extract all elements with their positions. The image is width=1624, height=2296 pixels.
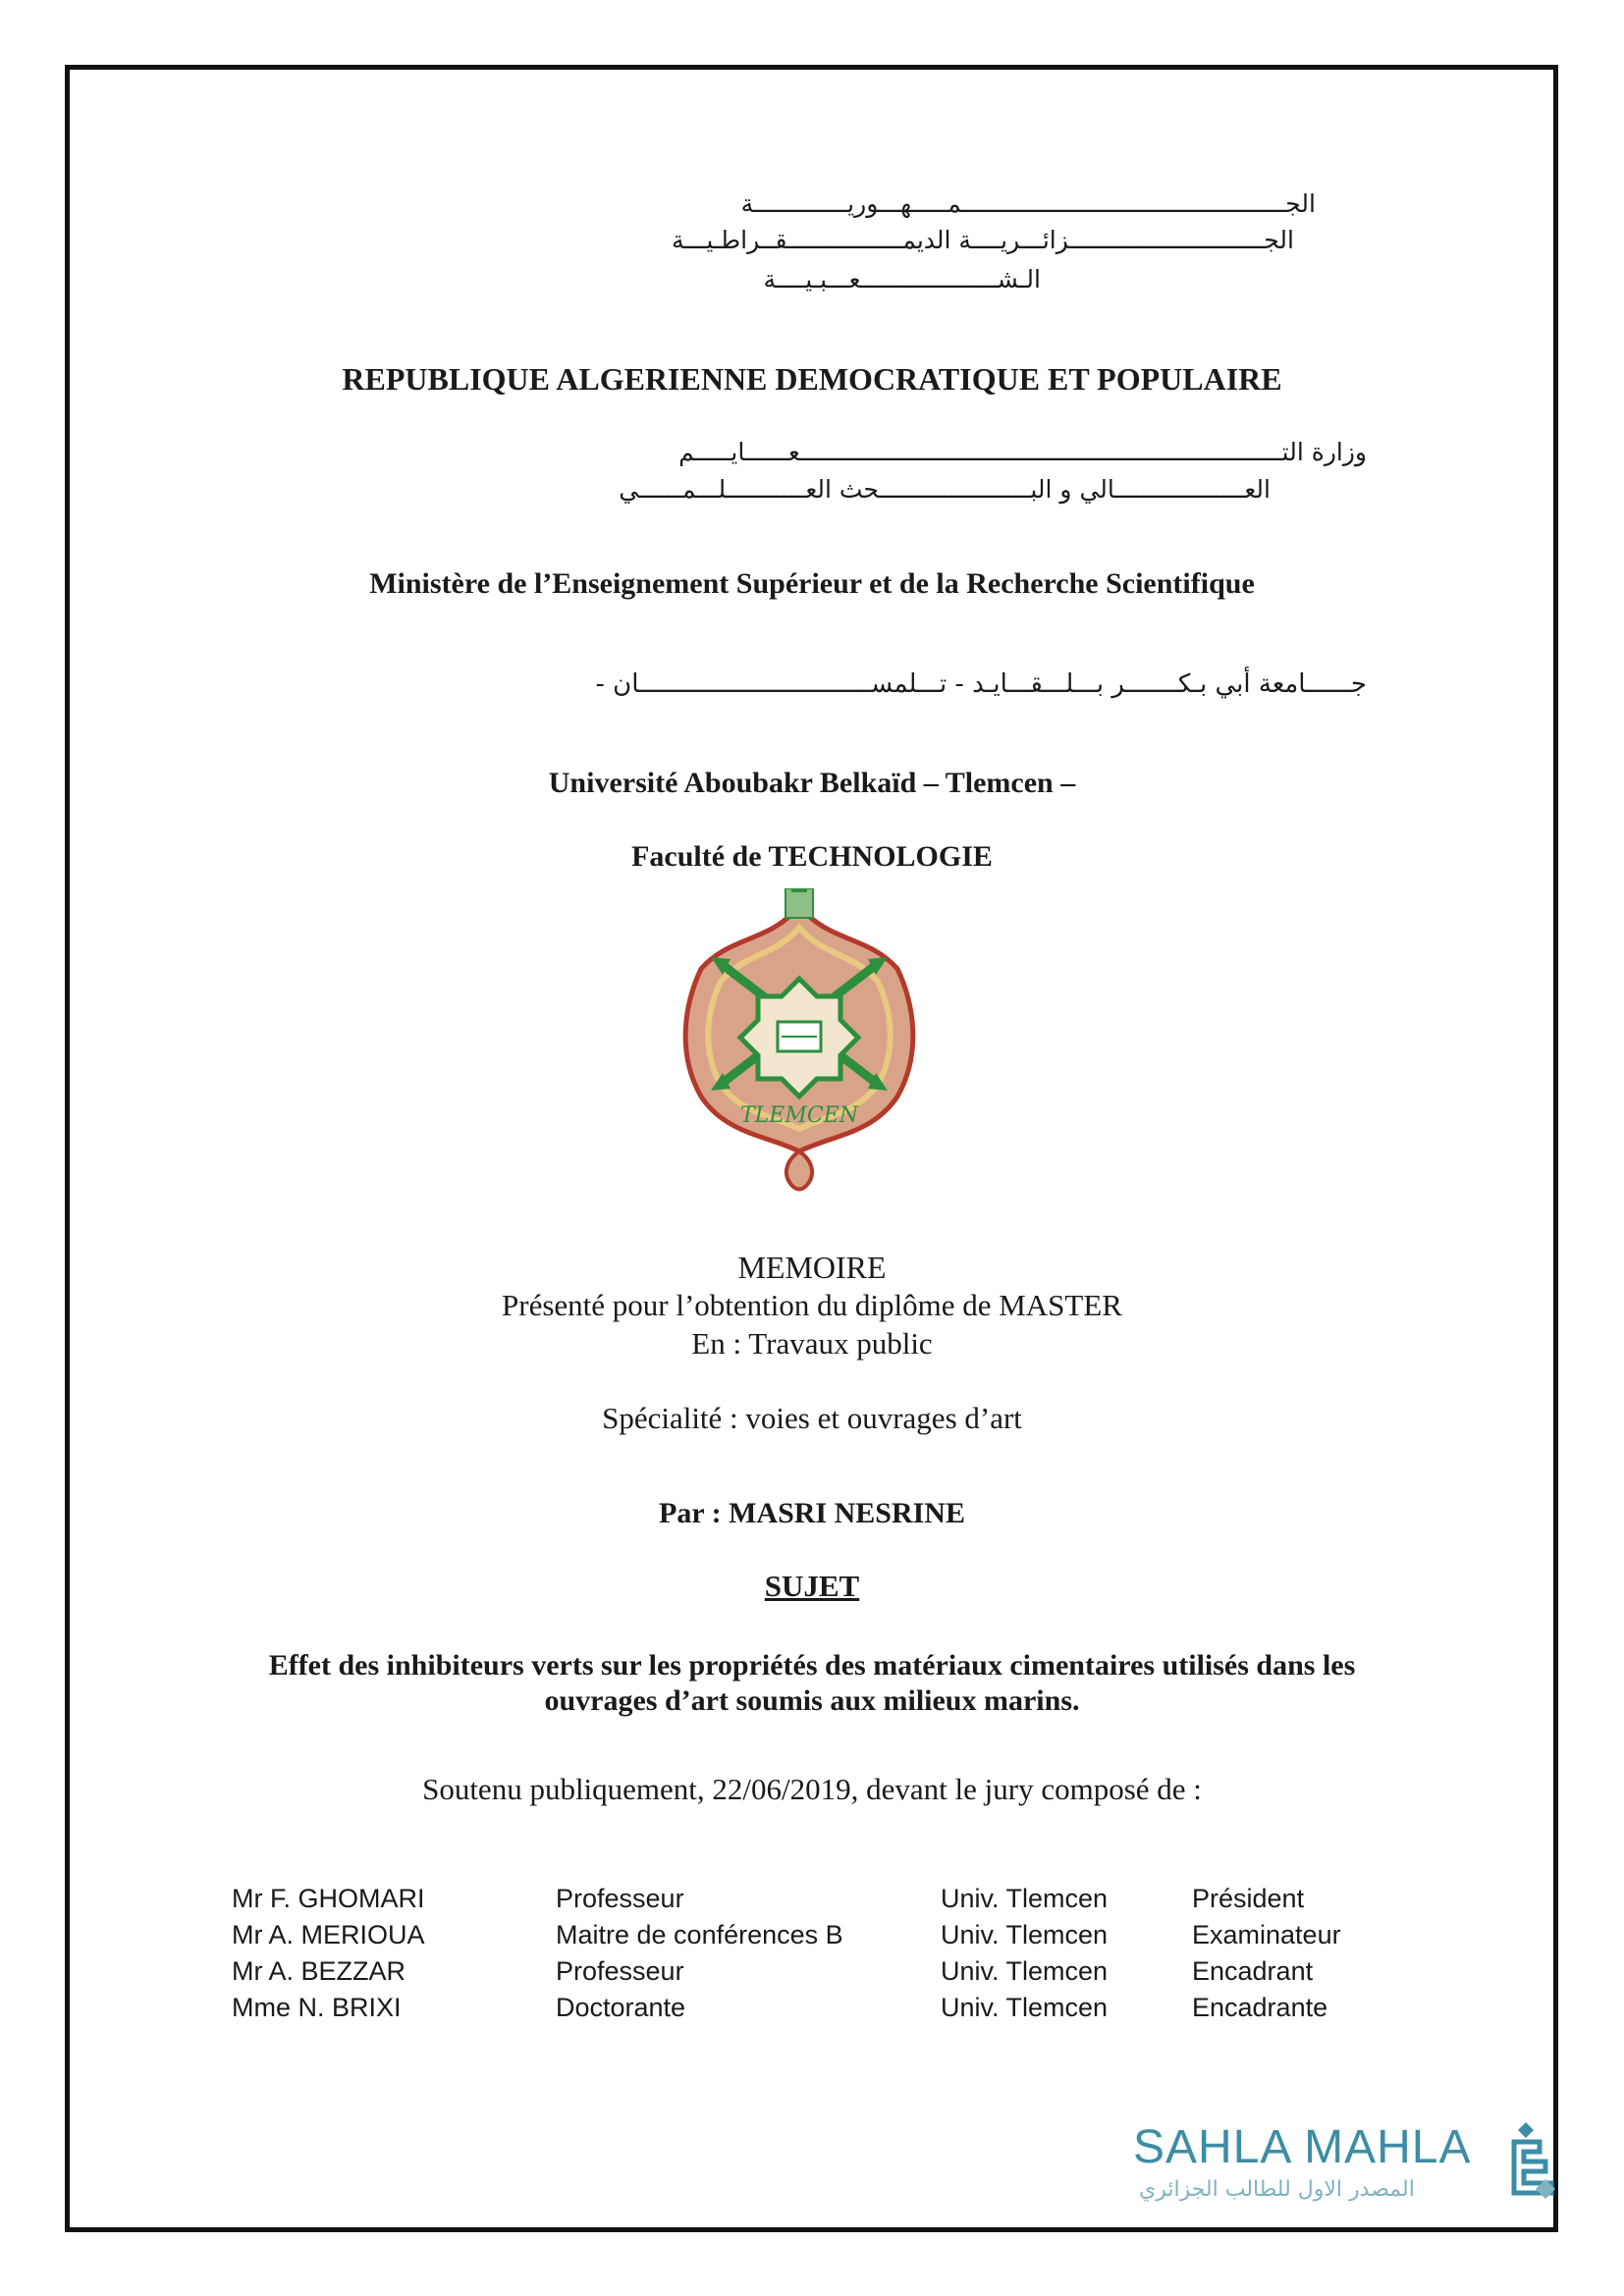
ar-republic-line-1: الجـــــــــــــــــــــــــــــــــــــــــــــمـــــهـــوريـــــــــــــة — [740, 189, 1316, 218]
jury-title: Professeur — [556, 1956, 684, 1986]
specialty: Spécialité : voies et ouvrages d’art — [602, 1401, 1022, 1435]
faculty-title: Faculté de TECHNOLOGIE — [631, 840, 993, 873]
table-row — [232, 1881, 1341, 1917]
presented-for: Présenté pour l’obtention du diplôme de MASTER — [502, 1288, 1122, 1322]
jury-name: Mme N. BRIXI — [232, 1993, 402, 2022]
ar-ministry-line-2: العــــــــــــــــــالي و البـــــــــــــــــــــحث العـــــــــــلـــمــــــي — [619, 475, 1271, 504]
field-of-study: En : Travaux public — [691, 1326, 933, 1361]
brand-logo-icon — [1496, 2118, 1565, 2213]
jury-title: Doctorante — [556, 1993, 686, 2022]
jury-title: Maitre de conférences B — [556, 1920, 843, 1949]
table-row — [232, 1917, 1341, 1953]
jury-role: Président — [1192, 1884, 1305, 1913]
table-row — [232, 1990, 1341, 2026]
jury-table — [232, 1881, 1341, 2026]
jury-role: Examinateur — [1192, 1920, 1341, 1949]
jury-name: Mr A. BEZZAR — [232, 1956, 406, 1986]
defense-statement: Soutenu publiquement, 22/06/2019, devant le jury composé de : — [422, 1772, 1202, 1806]
sahla-mahla-watermark — [1133, 2120, 1555, 2218]
subject-line-2: ouvrages d’art soumis aux milieux marins. — [544, 1684, 1080, 1717]
brand-tagline: المصدر الاول للطالب الجزائري — [1139, 2177, 1415, 2202]
jury-institution: Univ. Tlemcen — [941, 1956, 1109, 1986]
author: Par : MASRI NESRINE — [659, 1497, 965, 1529]
subject-line-1: Effet des inhibiteurs verts sur les propriétés des matériaux cimentaires utilisés dans les — [268, 1649, 1356, 1682]
jury-role: Encadrante — [1192, 1993, 1328, 2022]
jury-institution: Univ. Tlemcen — [941, 1920, 1109, 1949]
ministry-title: Ministère de l’Enseignement Supérieur et de la Recherche Scientifique — [369, 567, 1255, 600]
brand-name: SAHLA MAHLA — [1133, 2121, 1472, 2173]
ar-republic-line-2: الجـــــــــــــــــــــــــــزائـــريــــة الديمــــــــــــــــقــراطـيـــة — [672, 226, 1294, 254]
jury-role: Encadrant — [1192, 1956, 1314, 1986]
jury-title: Professeur — [556, 1884, 684, 1913]
ar-republic-line-3: الـشـــــــــــــــــــعـــبـيــــة — [763, 265, 1041, 294]
jury-institution: Univ. Tlemcen — [941, 1884, 1109, 1913]
jury-institution: Univ. Tlemcen — [941, 1993, 1109, 2022]
jury-name: Mr F. GHOMARI — [232, 1884, 425, 1913]
emblem-label: TLEMCEN — [739, 1103, 859, 1128]
sujet-label: SUJET — [764, 1569, 860, 1603]
ar-university: جــــــامعة أبي بـكـــــــر بـــلـــقـــايـد - تـــلمســـــــــــــــــــــــــــــــان - — [595, 669, 1367, 699]
table-row — [232, 1953, 1341, 1990]
university-emblem — [672, 888, 927, 1198]
ar-ministry-line-1: وزارة التـــــــــــــــــــــــــــــــــــــــــــــــــــــــــــــــــــعــــــايـــــم — [678, 438, 1367, 466]
university-title: Université Aboubakr Belkaïd – Tlemcen – — [548, 767, 1076, 799]
jury-name: Mr A. MERIOUA — [232, 1920, 425, 1949]
republique-title: REPUBLIQUE ALGERIENNE DEMOCRATIQUE ET POPULAIRE — [342, 361, 1282, 397]
memoire-title: MEMOIRE — [737, 1250, 887, 1285]
